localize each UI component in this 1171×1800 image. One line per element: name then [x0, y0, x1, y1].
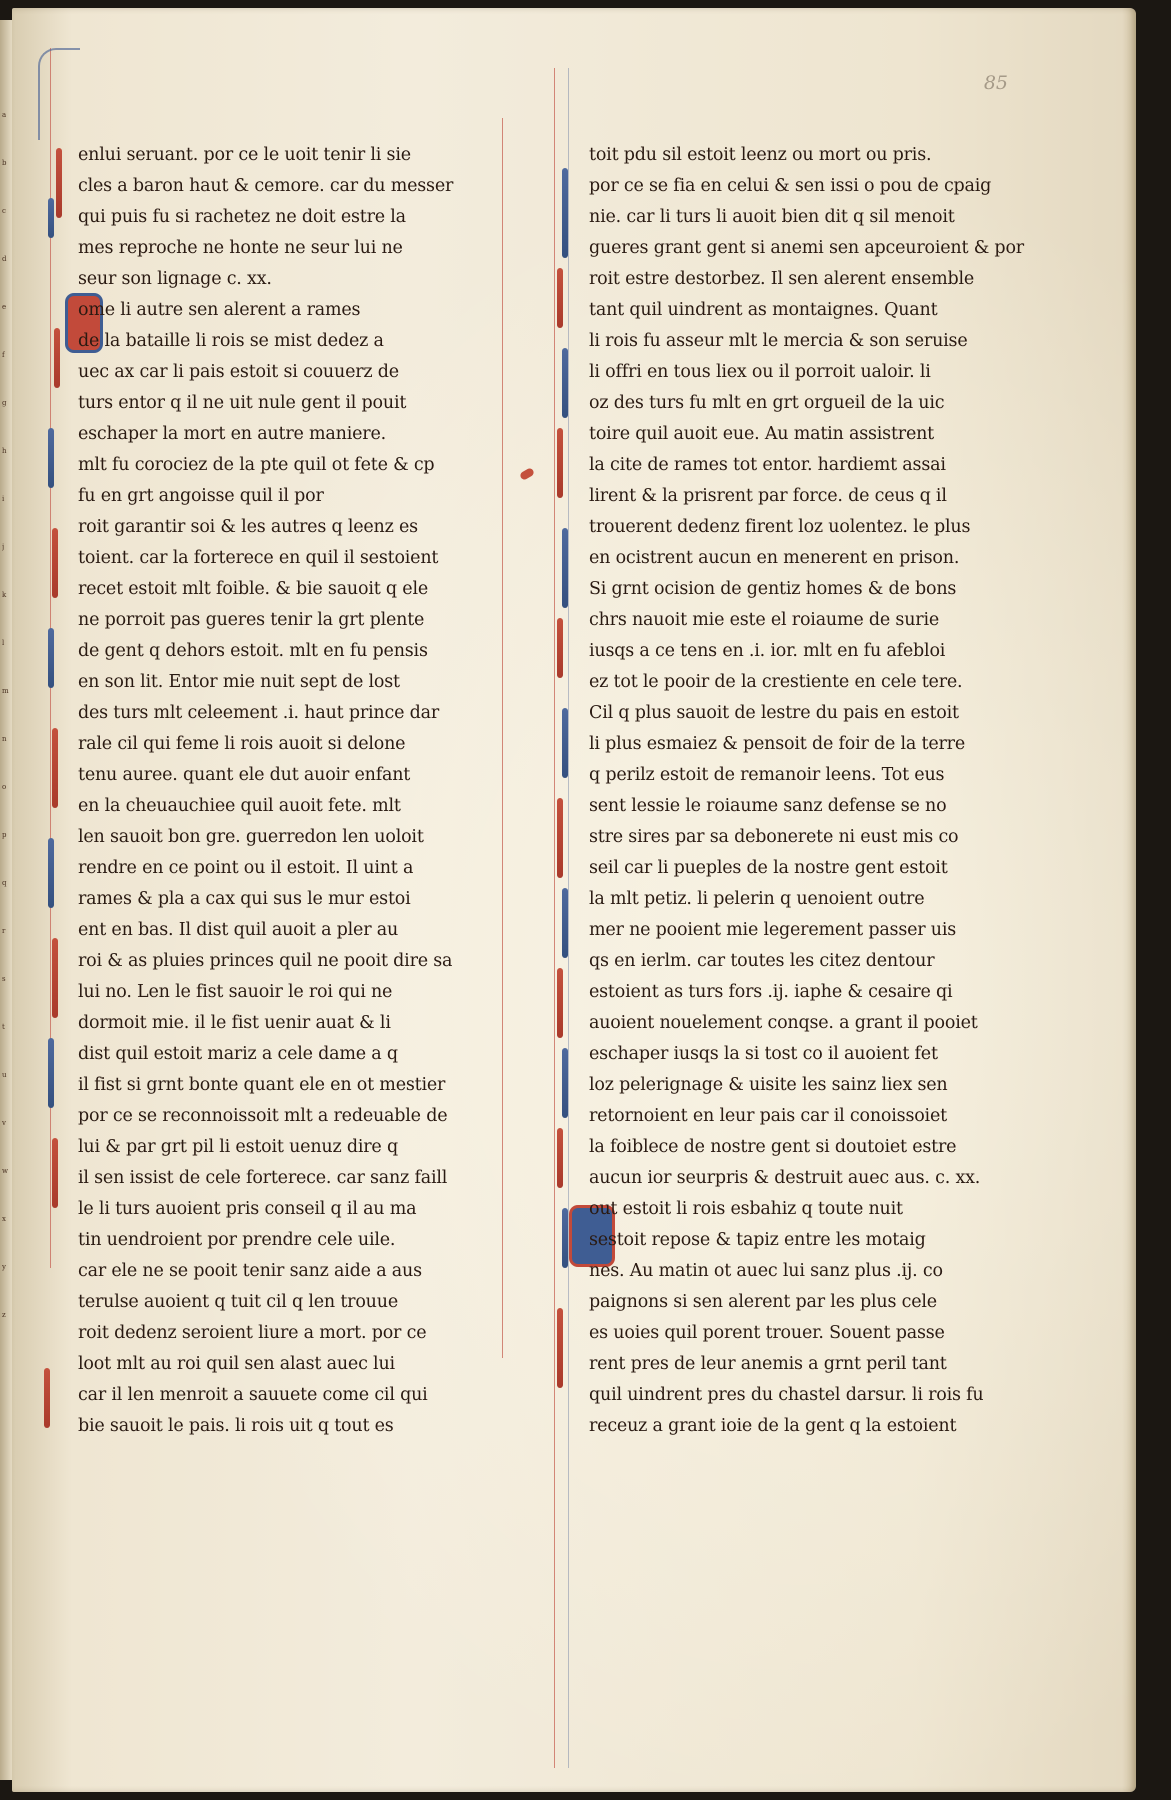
- text-line: la foiblece de nostre gent si doutoiet estre: [589, 1137, 957, 1157]
- text-line: sestoit repose & tapiz entre les motaig: [589, 1230, 926, 1250]
- text-line: uec ax car li pais estoit si couuerz de: [78, 362, 399, 382]
- text-line: eschaper iusqs la si tost co il auoient fet: [589, 1044, 938, 1064]
- gutter-glyph: g: [2, 399, 7, 407]
- text-line: qs en ierlm. car toutes les citez dentour: [589, 951, 935, 971]
- text-line: enlui seruant. por ce le uoit tenir li sie: [78, 145, 411, 165]
- text-line: ez tot le pooir de la crestiente en cele tere.: [589, 672, 963, 692]
- text-line: bie sauoit le pais. li rois uit q tout es: [78, 1416, 394, 1436]
- gutter-glyph: z: [2, 1311, 6, 1319]
- pen-flourish: [557, 268, 563, 328]
- text-line: ent en bas. Il dist quil auoit a pler au: [78, 920, 399, 940]
- text-line: recet estoit mlt foible. & bie sauoit q ele: [78, 579, 428, 599]
- text-line: il sen issist de cele forterece. car sanz faill: [78, 1168, 448, 1188]
- pen-flourish: [52, 528, 58, 598]
- pen-flourish: [562, 708, 568, 778]
- gutter-glyph: i: [2, 495, 5, 503]
- text-line: sent lessie le roiaume sanz defense se no: [589, 796, 947, 816]
- text-line: des turs mlt celeement .i. haut prince dar: [78, 703, 439, 723]
- text-line: rent pres de leur anemis a grnt peril tant: [589, 1354, 947, 1374]
- text-line: de la bataille li rois se mist dedez a: [78, 331, 384, 351]
- gutter-glyph: h: [2, 447, 7, 455]
- pen-flourish: [44, 1368, 50, 1428]
- text-line: toire quil auoit eue. Au matin assistrent: [589, 424, 935, 444]
- text-line: roi & as pluies princes quil ne pooit dire sa: [78, 951, 453, 971]
- gutter-glyph: b: [2, 159, 7, 167]
- text-line: mes reproche ne honte ne seur lui ne: [78, 238, 403, 258]
- pen-flourish: [562, 1048, 568, 1118]
- text-line: fu en grt angoisse quil il por: [78, 486, 324, 506]
- pen-flourish: [48, 628, 54, 688]
- text-line: estoient as turs fors .ij. iaphe & cesaire qi: [589, 982, 953, 1002]
- text-line: retornoient en leur pais car il conoissoiet: [589, 1106, 947, 1126]
- text-line: nie. car li turs li auoit bien dit q sil menoit: [589, 207, 955, 227]
- pen-flourish: [557, 1128, 563, 1188]
- pen-flourish: [557, 618, 563, 678]
- text-line: por ce se fia en celui & sen issi o pou de cpaig: [589, 176, 992, 196]
- left-text-column: [78, 140, 518, 1442]
- text-line: car il len menroit a sauuete come cil qui: [78, 1385, 428, 1405]
- text-line: iusqs a ce tens en .i. ior. mlt en fu afebloi: [589, 641, 946, 661]
- text-line: roit garantir soi & les autres q leenz es: [78, 517, 418, 537]
- text-line: en son lit. Entor mie nuit sept de lost: [78, 672, 400, 692]
- pen-flourish: [562, 348, 568, 418]
- gutter-glyph: l: [2, 639, 5, 647]
- text-line: out estoit li rois esbahiz q toute nuit: [589, 1199, 903, 1219]
- gutter-glyph: y: [2, 1263, 6, 1271]
- text-line: rale cil qui feme li rois auoit si delone: [78, 734, 406, 754]
- pen-flourish: [56, 148, 62, 218]
- text-line: en la cheuauchiee quil auoit fete. mlt: [78, 796, 401, 816]
- gutter-glyph: c: [2, 207, 6, 215]
- text-line: gueres grant gent si anemi sen apceuroient & por: [589, 238, 1024, 258]
- text-line: Cil q plus sauoit de lestre du pais en estoit: [589, 703, 959, 723]
- text-line: loz pelerignage & uisite les sainz liex sen: [589, 1075, 948, 1095]
- gutter-glyph: p: [2, 831, 7, 839]
- text-line: lui no. Len le fist sauoir le roi qui ne: [78, 982, 393, 1002]
- pen-flourish: [557, 798, 563, 878]
- text-line: roit dedenz seroient liure a mort. por ce: [78, 1323, 427, 1343]
- pen-flourish: [52, 938, 58, 1018]
- text-line: dist quil estoit mariz a cele dame a q: [78, 1044, 398, 1064]
- folio-number: 85: [983, 72, 1008, 94]
- text-line: de gent q dehors estoit. mlt en fu pensis: [78, 641, 428, 661]
- right-text-column: [589, 140, 1051, 1442]
- ascender-flourish: [38, 48, 80, 140]
- text-line: oz des turs fu mlt en grt orgueil de la uic: [589, 393, 945, 413]
- text-line: seur son lignage c. xx.: [78, 269, 272, 289]
- text-line: le li turs auoient pris conseil q il au ma: [78, 1199, 417, 1219]
- pen-flourish: [48, 198, 54, 238]
- gutter-glyph: u: [2, 1071, 7, 1079]
- text-line: tant quil uindrent as montaignes. Quant: [589, 300, 938, 320]
- text-line: seil car li pueples de la nostre gent estoit: [589, 858, 948, 878]
- pen-flourish: [54, 328, 60, 388]
- text-line: ome li autre sen alerent a rames: [78, 300, 361, 320]
- gutter-glyph: s: [2, 975, 6, 983]
- gutter-glyph: v: [2, 1119, 6, 1127]
- text-line: stre sires par sa debonerete ni eust mis co: [589, 827, 959, 847]
- gutter-glyph: j: [2, 543, 5, 551]
- margin-mark: [519, 467, 535, 481]
- text-line: es uoies quil porent trouer. Souent passe: [589, 1323, 945, 1343]
- gutter-glyph: e: [2, 303, 7, 311]
- text-line: paignons si sen alerent par les plus cele: [589, 1292, 937, 1312]
- gutter-glyph: o: [2, 783, 7, 791]
- pen-flourish: [562, 1208, 568, 1268]
- text-line: rendre en ce point ou il estoit. Il uint a: [78, 858, 414, 878]
- gutter-glyph: w: [2, 1167, 8, 1175]
- text-line: mer ne pooient mie legerement passer uis: [589, 920, 957, 940]
- text-line: turs entor q il ne uit nule gent il pouit: [78, 393, 407, 413]
- text-line: li offri en tous liex ou il porroit ualoir. li: [589, 362, 931, 382]
- text-line: li plus esmaiez & pensoit de foir de la terre: [589, 734, 966, 754]
- text-line: por ce se reconnoissoit mlt a redeuable de: [78, 1106, 448, 1126]
- text-line: li rois fu asseur mlt le mercia & son seruise: [589, 331, 968, 351]
- text-line: receuz a grant ioie de la gent q la estoient: [589, 1416, 957, 1436]
- text-line: mlt fu corociez de la pte quil ot fete & cp: [78, 455, 435, 475]
- text-line: auoient nouelement conqse. a grant il pooiet: [589, 1013, 978, 1033]
- pen-flourish: [48, 1038, 54, 1108]
- ruling-line: [568, 68, 569, 1768]
- pen-flourish: [557, 428, 563, 498]
- manuscript-leaf: [12, 8, 1136, 1792]
- text-line: roit estre destorbez. Il sen alerent ensemble: [589, 269, 975, 289]
- text-line: quil uindrent pres du chastel darsur. li rois fu: [589, 1385, 984, 1405]
- gutter-glyph: q: [2, 879, 7, 887]
- pen-flourish: [562, 168, 568, 258]
- text-line: dormoit mie. il le fist uenir auat & li: [78, 1013, 391, 1033]
- text-line: len sauoit bon gre. guerredon len uoloit: [78, 827, 424, 847]
- text-line: aucun ior seurpris & destruit auec aus. c. xx.: [589, 1168, 981, 1188]
- ruling-line: [554, 68, 555, 1768]
- text-line: trouerent dedenz firent loz uolentez. le plus: [589, 517, 971, 537]
- text-line: la cite de rames tot entor. hardiemt assai: [589, 455, 946, 475]
- text-line: tin uendroient por prendre cele uile.: [78, 1230, 396, 1250]
- text-line: qui puis fu si rachetez ne doit estre la: [78, 207, 406, 227]
- text-line: il fist si grnt bonte quant ele en ot mestier: [78, 1075, 446, 1095]
- pen-flourish: [48, 838, 54, 908]
- pen-flourish: [557, 968, 563, 1038]
- text-line: ne porroit pas gueres tenir la grt plente: [78, 610, 425, 630]
- pen-flourish: [52, 1138, 58, 1208]
- gutter-glyph: d: [2, 255, 7, 263]
- text-line: Si grnt ocision de gentiz homes & de bons: [589, 579, 957, 599]
- text-line: la mlt petiz. li pelerin q uenoient outre: [589, 889, 925, 909]
- text-line: toit pdu sil estoit leenz ou mort ou pris.: [589, 145, 932, 165]
- text-line: eschaper la mort en autre maniere.: [78, 424, 386, 444]
- text-line: car ele ne se pooit tenir sanz aide a aus: [78, 1261, 422, 1281]
- pen-flourish: [557, 1308, 563, 1388]
- text-line: toient. car la forterece en quil il sestoient: [78, 548, 439, 568]
- gutter-glyph: k: [2, 591, 7, 599]
- text-line: chrs nauoit mie este el roiaume de surie: [589, 610, 940, 630]
- text-line: en ocistrent aucun en menerent en prison.: [589, 548, 960, 568]
- pen-flourish: [562, 888, 568, 958]
- gutter-glyph: r: [2, 927, 6, 935]
- gutter-glyph: m: [2, 687, 9, 695]
- text-line: nes. Au matin ot auec lui sanz plus .ij. co: [589, 1261, 943, 1281]
- pen-flourish: [52, 728, 58, 808]
- pen-flourish: [48, 428, 54, 488]
- pen-flourish: [562, 528, 568, 608]
- text-line: cles a baron haut & cemore. car du messer: [78, 176, 454, 196]
- gutter-glyph: a: [2, 111, 7, 119]
- text-line: q perilz estoit de remanoir leens. Tot eus: [589, 765, 945, 785]
- text-line: loot mlt au roi quil sen alast auec lui: [78, 1354, 395, 1374]
- text-line: lui & par grt pil li estoit uenuz dire q: [78, 1137, 398, 1157]
- text-line: lirent & la prisrent par force. de ceus q il: [589, 486, 947, 506]
- gutter-glyph: x: [2, 1215, 6, 1223]
- text-line: tenu auree. quant ele dut auoir enfant: [78, 765, 411, 785]
- gutter-glyph: n: [2, 735, 7, 743]
- text-line: rames & pla a cax qui sus le mur estoi: [78, 889, 411, 909]
- gutter-glyph: t: [2, 1023, 5, 1031]
- gutter-glyph: f: [2, 351, 5, 359]
- text-line: terulse auoient q tuit cil q len trouue: [78, 1292, 398, 1312]
